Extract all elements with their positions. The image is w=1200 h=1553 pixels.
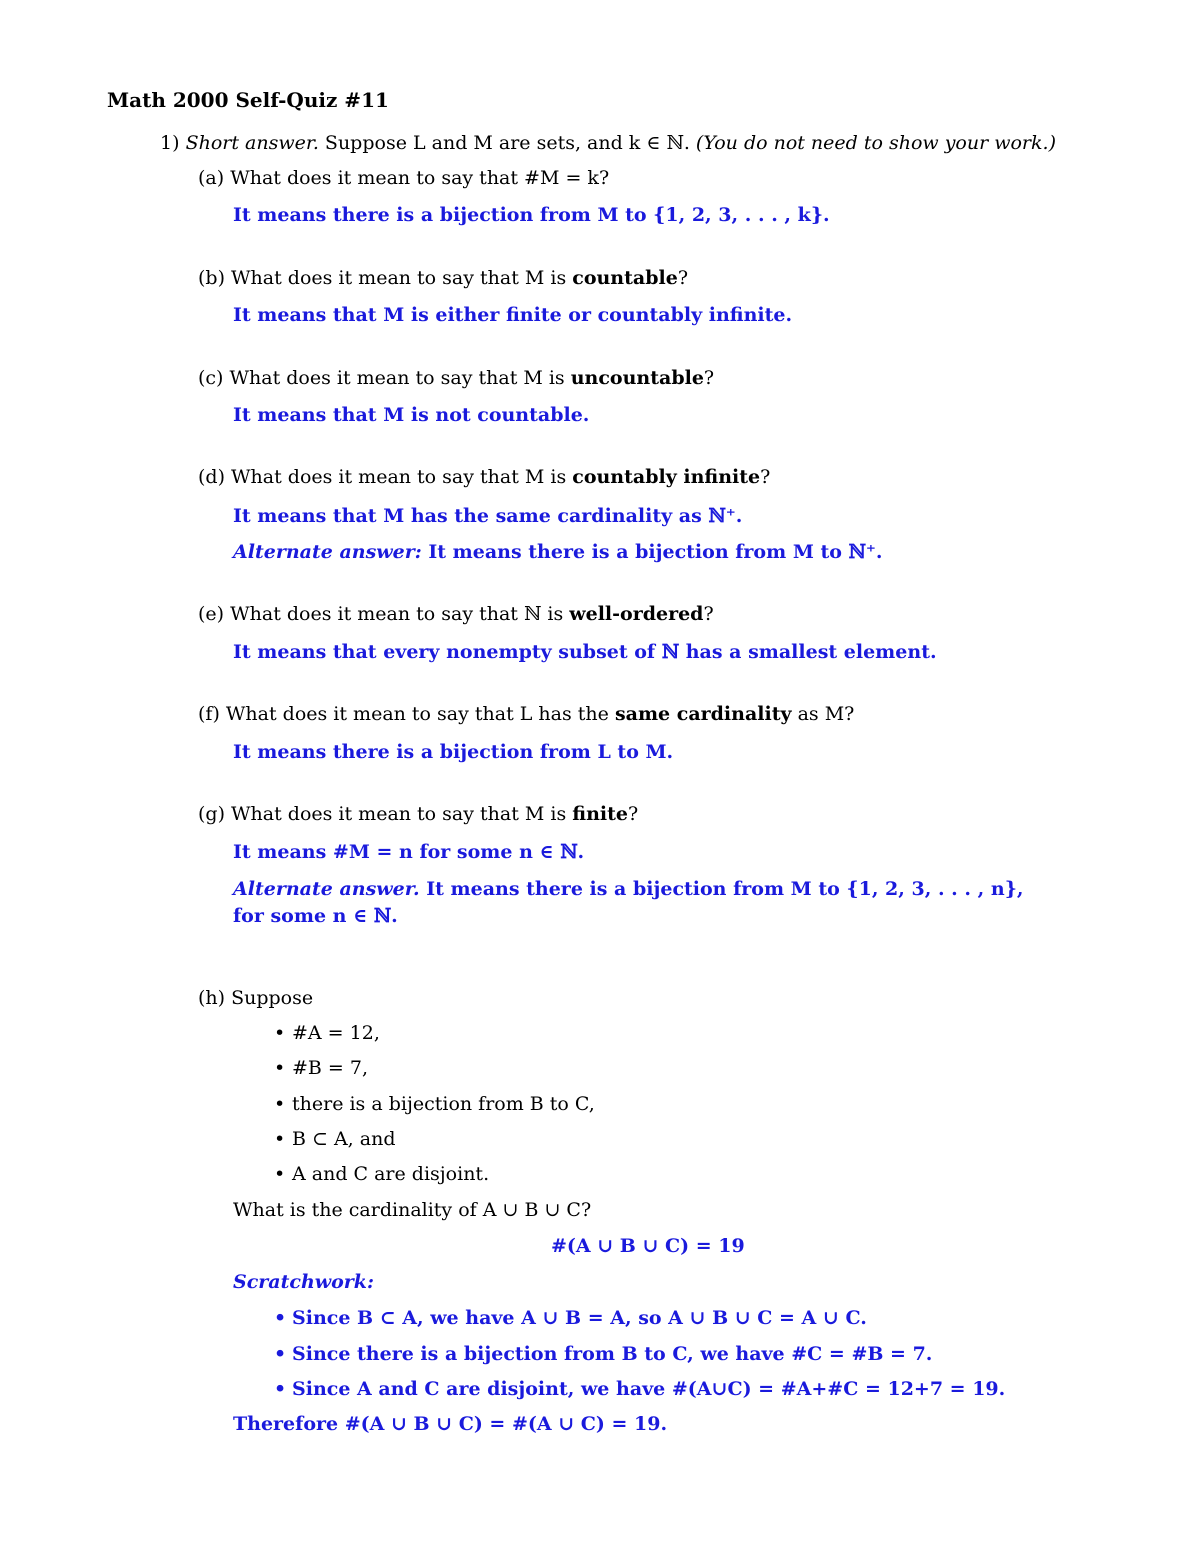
bullet-icon: • [274, 1163, 286, 1185]
given-item [274, 1056, 368, 1080]
alt-answer-g-cont: for some n ∈ ℕ. [233, 905, 398, 927]
given-item [274, 1127, 396, 1151]
question-d-term: countably infinite [572, 466, 761, 488]
bullet-icon: • [274, 1307, 287, 1329]
given-item [274, 1021, 380, 1045]
given-text: #A = 12, [292, 1022, 380, 1044]
question-d-end: ? [760, 466, 771, 488]
alt-answer-label: Alternate answer. [233, 878, 420, 900]
question-c-end: ? [703, 367, 715, 389]
conclusion: Therefore #(A ∪ B ∪ C) = #(A ∪ C) = 19. [233, 1413, 668, 1435]
question-d-text: (d) What does it mean to say that M is [198, 466, 573, 488]
question-f-text: (f) What does it mean to say that L has the [198, 703, 615, 725]
page-title: Math 2000 Self-Quiz #11 [107, 88, 389, 112]
given-text: there is a bijection from B to C, [292, 1093, 595, 1115]
question-g-text: (g) What does it mean to say that M is [198, 803, 573, 825]
scratch-item [274, 1306, 867, 1330]
question-h-intro: (h) Suppose [198, 987, 314, 1009]
bullet-icon: • [274, 1093, 286, 1115]
given-text: A and C are disjoint. [292, 1163, 490, 1185]
question-a: (a) What does it mean to say that #M = k? [198, 167, 610, 189]
question-b [198, 266, 688, 290]
problem-lead-text: Suppose L and M are sets, and k ∈ ℕ. [324, 132, 690, 154]
alt-answer-label: Alternate answer: [233, 541, 422, 563]
question-g-term: finite [572, 803, 628, 825]
answer-a: It means there is a bijection from M to {1, 2, 3, . . . , k}. [233, 204, 830, 226]
given-text: #B = 7, [292, 1057, 369, 1079]
question-f-end: as M? [791, 703, 855, 725]
scratch-text: Since A and C are disjoint, we have #(A∪C) = #A+#C = 12+7 = 19. [292, 1378, 1006, 1400]
alt-answer-g [233, 877, 1024, 901]
scratch-text: Since B ⊂ A, we have A ∪ B = A, so A ∪ B ∪ C = A ∪ C. [292, 1307, 867, 1329]
alt-answer-d [233, 540, 883, 564]
question-c-term: uncountable [570, 367, 704, 389]
alt-answer-text: It means there is a bijection from M to {1, 2, 3, . . . , n}, [426, 878, 1024, 900]
answer-g: It means #M = n for some n ∈ ℕ. [233, 841, 585, 863]
question-c [198, 366, 714, 390]
question-e-end: ? [703, 603, 714, 625]
question-g [198, 802, 638, 826]
given-item [274, 1162, 489, 1186]
bullet-icon: • [274, 1343, 287, 1365]
question-e [198, 602, 714, 626]
problem-number: 1) [160, 132, 180, 154]
bullet-icon: • [274, 1128, 286, 1150]
question-b-text: (b) What does it mean to say that M is [198, 267, 573, 289]
answer-h: #(A ∪ B ∪ C) = 19 [551, 1235, 745, 1257]
question-e-term: well-ordered [569, 603, 704, 625]
question-c-text: (c) What does it mean to say that M is [198, 367, 571, 389]
answer-c: It means that M is not countable. [233, 404, 590, 426]
question-g-end: ? [627, 803, 639, 825]
problem-note: (You do not need to show your work.) [695, 132, 1056, 154]
question-f-term: same cardinality [614, 703, 792, 725]
bullet-icon: • [274, 1378, 287, 1400]
given-text: B ⊂ A, and [292, 1128, 396, 1150]
answer-e: It means that every nonempty subset of ℕ has a smallest element. [233, 641, 937, 663]
scratch-item [274, 1342, 932, 1366]
scratch-item [274, 1377, 1005, 1401]
problem-lead-italic: Short answer. [185, 132, 319, 154]
question-h: What is the cardinality of A ∪ B ∪ C? [233, 1199, 592, 1221]
question-b-end: ? [677, 267, 688, 289]
question-b-term: countable [572, 267, 678, 289]
answer-f: It means there is a bijection from L to M. [233, 741, 674, 763]
question-f [198, 702, 854, 726]
question-d [198, 465, 770, 489]
given-item [274, 1092, 595, 1116]
bullet-icon: • [274, 1022, 286, 1044]
answer-b: It means that M is either finite or countably infinite. [233, 304, 793, 326]
scratchwork-label: Scratchwork: [233, 1271, 374, 1293]
answer-d: It means that M has the same cardinality as ℕ⁺. [233, 505, 743, 527]
question-e-text: (e) What does it mean to say that ℕ is [198, 603, 570, 625]
problem-1-intro [160, 131, 1056, 155]
bullet-icon: • [274, 1057, 286, 1079]
alt-answer-text: It means there is a bijection from M to ℕ⁺. [428, 541, 883, 563]
scratch-text: Since there is a bijection from B to C, we have #C = #B = 7. [292, 1343, 933, 1365]
